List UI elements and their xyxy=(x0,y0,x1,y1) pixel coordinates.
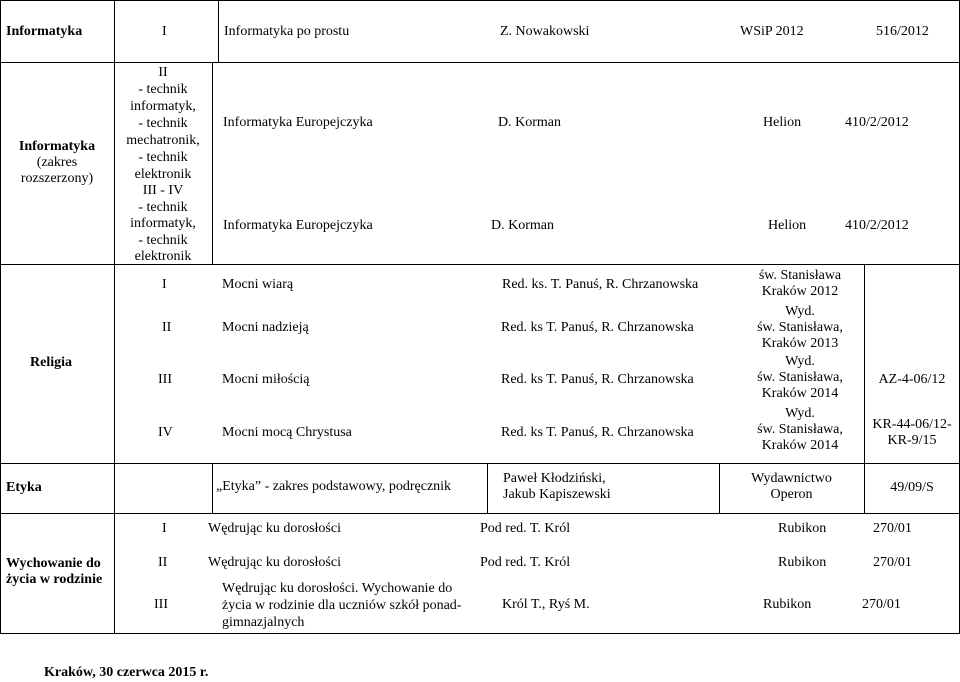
number-cell: 49/09/S xyxy=(890,480,934,495)
level-cell: III xyxy=(158,372,172,387)
number-cell: 410/2/2012 xyxy=(845,115,909,130)
number-cell: 516/2012 xyxy=(876,24,929,39)
author-cell: Z. Nowakowski xyxy=(500,24,590,39)
publisher-cell: Wyd. św. Stanisława, Kraków 2014 xyxy=(757,406,843,453)
level-cell: I xyxy=(162,521,167,536)
number-cell: KR-44-06/12- KR-9/15 xyxy=(872,417,952,448)
publisher-cell: Wyd. św. Stanisława, Kraków 2013 xyxy=(757,304,843,351)
title-cell: Wędrując ku dorosłości. Wychowanie do życia w rodzinie dla uczniów szkół ponad- gimnazjalnych xyxy=(222,581,462,630)
title-cell: Mocni wiarą xyxy=(222,277,294,292)
level-cell: II xyxy=(158,555,168,570)
subject-note: (zakres rozszerzony) xyxy=(20,155,94,186)
title-cell: Wędrując ku dorosłości xyxy=(208,521,341,536)
publisher-cell: Helion xyxy=(768,218,807,233)
publisher-cell: Rubikon xyxy=(778,521,827,536)
table-left-border xyxy=(0,0,1,634)
number-cell: AZ-4-06/12 xyxy=(878,372,946,387)
title-cell: Mocni nadzieją xyxy=(222,320,309,335)
author-cell: Red. ks T. Panuś, R. Chrzanowska xyxy=(501,372,694,387)
number-cell: 270/01 xyxy=(873,555,912,570)
table-top-border xyxy=(0,0,960,1)
title-cell: Informatyka Europejczyka xyxy=(223,115,373,130)
author-cell: Pod red. T. Król xyxy=(480,555,571,570)
number-cell: 410/2/2012 xyxy=(845,218,909,233)
row-divider xyxy=(0,513,960,514)
publisher-cell: Rubikon xyxy=(763,597,812,612)
author-cell: Król T., Ryś M. xyxy=(502,597,590,612)
column-divider xyxy=(487,463,488,513)
levels-cell-a: II - technik informatyk, - technik mechatronik, - technik elektronik xyxy=(126,65,200,182)
subject-cell: Wychowanie do życia w rodzinie xyxy=(6,556,103,587)
column-divider xyxy=(212,463,213,513)
title-cell: „Etyka” - zakres podstawowy, podręcznik xyxy=(216,479,452,494)
author-cell: Pod red. T. Król xyxy=(480,521,571,536)
title-cell: Wędrując ku dorosłości xyxy=(208,555,341,570)
author-cell: Red. ks T. Panuś, R. Chrzanowska xyxy=(501,320,694,335)
row-divider xyxy=(0,463,960,464)
subject-cell: Religia xyxy=(30,355,72,370)
row-divider xyxy=(0,62,960,63)
subject-cell: Informatyka xyxy=(6,24,83,39)
subject-cell: Etyka xyxy=(6,480,42,495)
level-cell: IV xyxy=(158,425,173,440)
title-cell: Informatyka po prostu xyxy=(224,24,350,39)
level-cell: I xyxy=(162,24,167,39)
level-cell: I xyxy=(162,277,167,292)
number-cell: 270/01 xyxy=(873,521,912,536)
publisher-cell: WSiP 2012 xyxy=(740,24,804,39)
author-cell: Red. ks T. Panuś, R. Chrzanowska xyxy=(501,425,694,440)
author-cell: Red. ks. T. Panuś, R. Chrzanowska xyxy=(502,277,699,292)
publisher-cell: Wyd. św. Stanisława, Kraków 2014 xyxy=(757,354,843,401)
publisher-cell: Rubikon xyxy=(778,555,827,570)
title-cell: Mocni mocą Chrystusa xyxy=(222,425,352,440)
column-divider xyxy=(212,62,213,264)
author-cell: D. Korman xyxy=(498,115,561,130)
publisher-cell: św. Stanisława Kraków 2012 xyxy=(758,268,842,299)
number-cell: 270/01 xyxy=(862,597,901,612)
level-cell: III xyxy=(154,597,168,612)
author-cell: D. Korman xyxy=(491,218,554,233)
column-divider xyxy=(218,0,219,62)
title-cell: Mocni miłością xyxy=(222,372,310,387)
table-bottom-border xyxy=(0,633,960,634)
levels-cell-b: III - IV - technik informatyk, - technik elektronik xyxy=(130,183,196,264)
publisher-cell: Wydawnictwo Operon xyxy=(751,471,832,502)
subject-cell: Informatyka xyxy=(18,139,96,154)
place-date: Kraków, 30 czerwca 2015 r. xyxy=(44,665,209,680)
title-cell: Informatyka Europejczyka xyxy=(223,218,373,233)
author-cell: Paweł Kłodziński, Jakub Kapiszewski xyxy=(503,471,611,502)
level-cell: II xyxy=(162,320,172,335)
publisher-cell: Helion xyxy=(763,115,802,130)
